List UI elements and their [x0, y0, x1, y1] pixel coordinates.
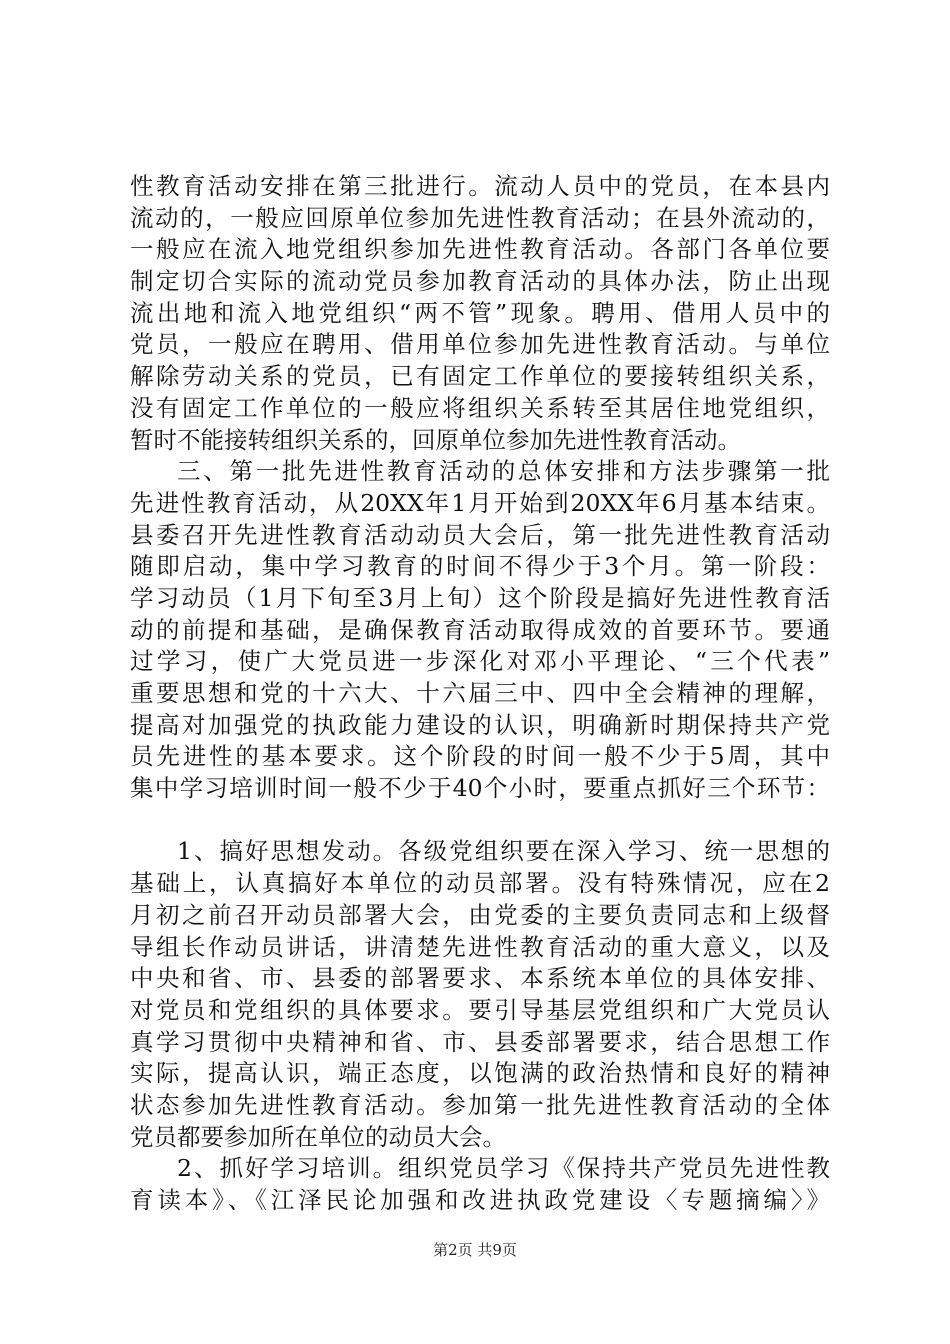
text-line: 没有固定工作单位的一般应将组织关系转至其居住地党组织， — [130, 393, 830, 422]
paragraph — [130, 1153, 830, 1216]
text-line: 1、搞好思想发动。各级党组织要在深入学习、统一思想的 — [177, 837, 830, 866]
text-line: 流出地和流入地党组织“两不管”现象。聘用、借用人员中的 — [130, 298, 830, 327]
text-line: 集中学习培训时间一般不少于40个小时，要重点抓好三个环节： — [130, 774, 830, 803]
page-footer — [0, 1240, 950, 1260]
text-line: 解除劳动关系的党员，已有固定工作单位的要接转组织关系， — [130, 362, 830, 391]
text-line: 流动的，一般应回原单位参加先进性教育活动；在县外流动的， — [130, 203, 830, 232]
text-line: 员先进性的基本要求。这个阶段的时间一般不少于5周，其中 — [130, 742, 830, 771]
text-line: 真学习贯彻中央精神和省、市、县委部署要求，结合思想工作 — [130, 1027, 830, 1056]
page-number-label: 第2页 共9页 — [433, 1241, 517, 1259]
text-line: 提高对加强党的执政能力建设的认识，明确新时期保持共产党 — [130, 710, 830, 739]
paragraph-gap — [130, 805, 830, 837]
text-line: 动的前提和基础，是确保教育活动取得成效的首要环节。要通 — [130, 615, 830, 644]
text-line: 党员都要参加所在单位的动员大会。 — [130, 1122, 506, 1151]
text-line: 2、抓好学习培训。组织党员学习《保持共产党员先进性教 — [177, 1154, 830, 1183]
text-line: 学习动员（1月下旬至3月上旬）这个阶段是搞好先进性教育活 — [130, 583, 830, 612]
text-line: 三、第一批先进性教育活动的总体安排和方法步骤第一批 — [177, 457, 830, 486]
text-line: 暂时不能接转组织关系的，回原单位参加先进性教育活动。 — [130, 425, 741, 454]
text-line: 制定切合实际的流动党员参加教育活动的具体办法，防止出现 — [130, 267, 830, 296]
text-line: 实际，提高认识，端正态度，以饱满的政治热情和良好的精神 — [130, 1059, 830, 1088]
text-line: 对党员和党组织的具体要求。要引导基层党组织和广大党员认 — [130, 995, 830, 1024]
text-line: 随即启动，集中学习教育的时间不得少于3个月。第一阶段： — [130, 552, 830, 581]
text-line: 导组长作动员讲话，讲清楚先进性教育活动的重大意义，以及 — [130, 932, 830, 961]
text-line: 中央和省、市、县委的部署要求、本系统本单位的具体安排、 — [130, 964, 830, 993]
text-line: 育读本》、《江泽民论加强和改进执政党建设〈专题摘编〉》 — [130, 1186, 830, 1214]
text-line: 先进性教育活动，从20XX年1月开始到20XX年6月基本结束。 — [130, 488, 830, 517]
text-line: 县委召开先进性教育活动动员大会后，第一批先进性教育活动 — [130, 520, 830, 549]
text-line: 月初之前召开动员部署大会，由党委的主要负责同志和上级督 — [130, 900, 830, 929]
text-line: 性教育活动安排在第三批进行。流动人员中的党员，在本县内 — [130, 172, 830, 200]
paragraph — [130, 171, 830, 456]
text-line: 重要思想和党的十六大、十六届三中、四中全会精神的理解， — [130, 679, 830, 707]
text-line: 过学习，使广大党员进一步深化对邓小平理论、“三个代表” — [130, 647, 830, 676]
text-line: 基础上，认真搞好本单位的动员部署。没有特殊情况，应在2 — [130, 869, 830, 898]
text-line: 党员，一般应在聘用、借用单位参加先进性教育活动。与单位 — [130, 330, 830, 359]
text-line: 状态参加先进性教育活动。参加第一批先进性教育活动的全体 — [130, 1090, 830, 1119]
paragraph — [130, 836, 830, 1153]
paragraph — [130, 456, 830, 805]
document-body — [130, 171, 830, 1217]
text-line: 一般应在流入地党组织参加先进性教育活动。各部门各单位要 — [130, 235, 830, 264]
